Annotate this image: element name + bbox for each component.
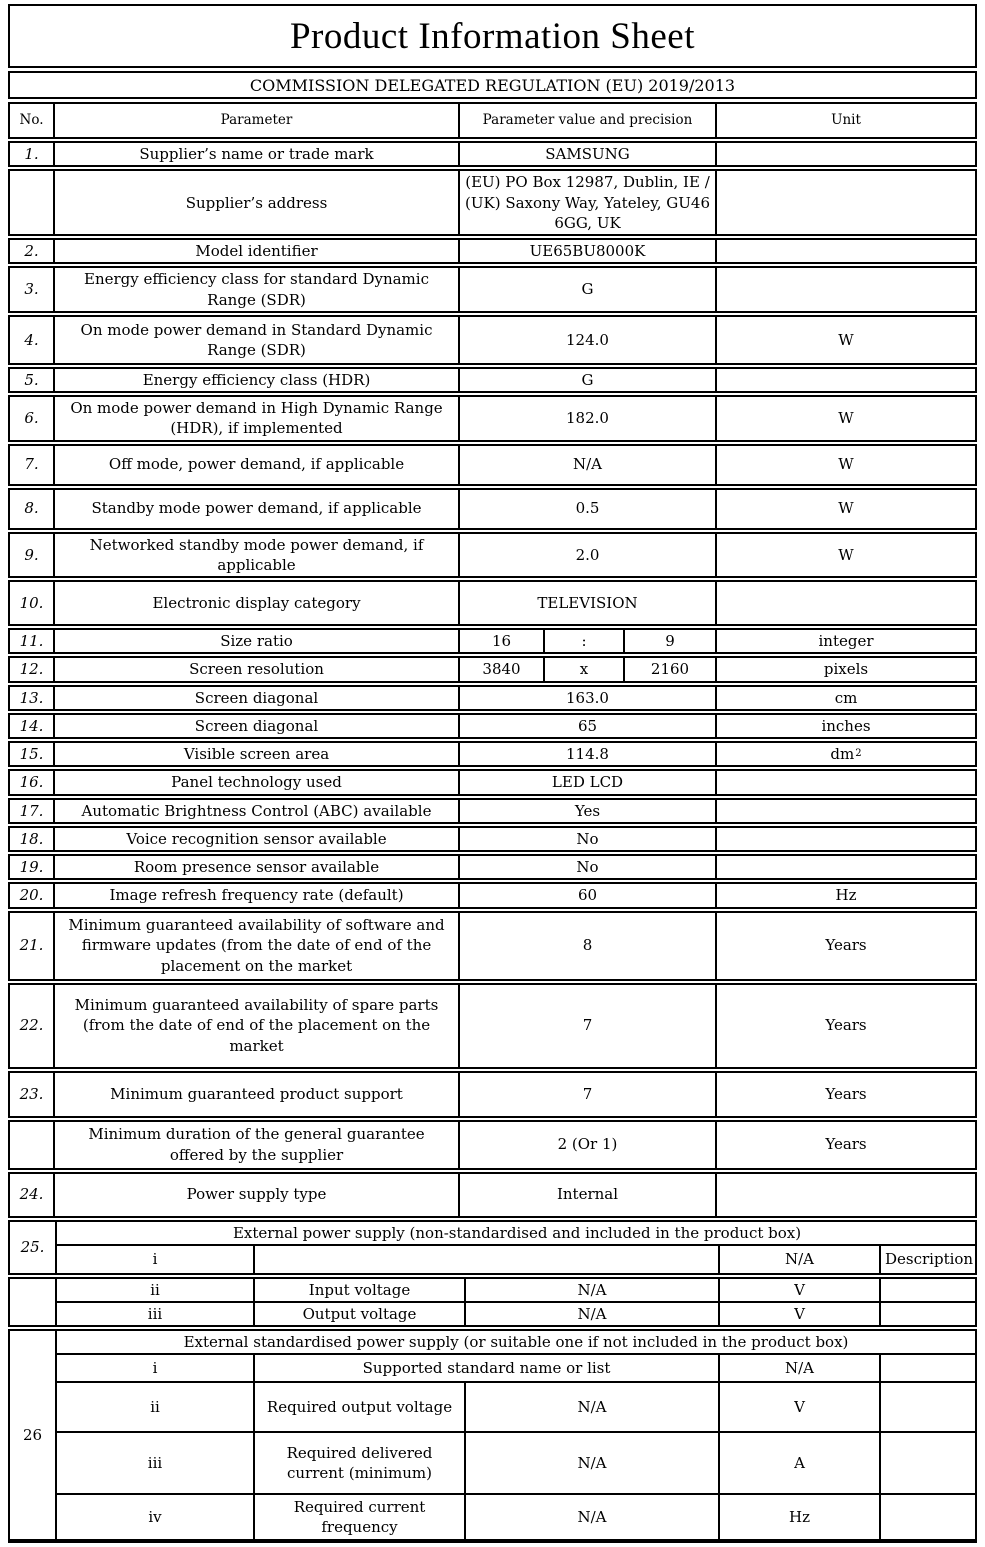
parameter-cell: Power supply type — [55, 1174, 460, 1216]
value-cell: N/A — [460, 446, 717, 484]
row-number: 4. — [10, 317, 55, 363]
parameter-cell: On mode power demand in Standard Dynamic Range (SDR) — [55, 317, 460, 363]
row-room-presence-sensor — [8, 854, 977, 880]
subrow-value: N/A — [466, 1279, 720, 1301]
unit-cell: W — [838, 499, 854, 518]
unit-cell: W — [838, 455, 854, 474]
row-spare-parts — [8, 983, 977, 1069]
value-cell: 124.0 — [460, 317, 717, 363]
row-number: 10. — [10, 582, 55, 624]
value-cell: G — [460, 369, 717, 391]
value-cell: No — [460, 828, 717, 850]
parameter-cell: Room presence sensor available — [55, 856, 460, 878]
unit-cell: W — [838, 409, 854, 428]
ratio-width: 16 — [460, 630, 545, 652]
row-number: 3. — [10, 268, 55, 311]
header-no: No. — [10, 104, 55, 137]
parameter-cell: Supplier’s address — [55, 171, 460, 234]
value-cell: 60 — [460, 884, 717, 906]
product-information-sheet — [8, 4, 977, 1543]
row-number-empty — [10, 1279, 57, 1326]
row-number — [10, 171, 55, 234]
parameter-cell: Voice recognition sensor available — [55, 828, 460, 850]
parameter-cell: Energy efficiency class (HDR) — [55, 369, 460, 391]
page-title: Product Information Sheet — [289, 15, 696, 57]
regulation-banner — [8, 71, 977, 99]
row-visible-screen-area — [8, 741, 977, 767]
unit-cell — [717, 743, 975, 765]
row-screen-diagonal-inches — [8, 713, 977, 739]
table-header-row — [8, 102, 977, 139]
parameter-cell: Minimum guaranteed product support — [55, 1073, 460, 1116]
subrow-value: N/A — [720, 1355, 881, 1381]
subrow-iv — [57, 1495, 975, 1539]
subrow-description-label: Description — [885, 1249, 974, 1268]
block-external-standardised-power-supply — [8, 1329, 977, 1543]
unit-cell: Years — [825, 936, 867, 955]
unit-cell — [717, 268, 975, 311]
unit-cell — [717, 1174, 975, 1216]
row-number: 15. — [10, 743, 55, 765]
subrow-parameter: Required delivered current (minimum) — [255, 1433, 466, 1493]
row-standby-power — [8, 488, 977, 530]
value-cell: 182.0 — [460, 397, 717, 440]
unit-cell: Years — [825, 1084, 867, 1103]
resolution-horizontal: 3840 — [460, 658, 545, 680]
unit-cell: Years — [825, 1135, 867, 1154]
block-external-power-supply-voltages — [8, 1277, 977, 1328]
row-number — [10, 1122, 55, 1168]
row-number: 6. — [10, 397, 55, 440]
unit-cell: integer — [818, 632, 874, 650]
unit-cell — [717, 143, 975, 165]
row-number: 25. — [10, 1222, 57, 1273]
parameter-cell: Image refresh frequency rate (default) — [55, 884, 460, 906]
parameter-cell: Model identifier — [55, 240, 460, 262]
unit-cell — [717, 771, 975, 793]
value-cell-split — [460, 658, 717, 680]
value-cell: Yes — [460, 800, 717, 822]
row-general-guarantee — [8, 1120, 977, 1170]
unit-cell — [717, 240, 975, 262]
parameter-cell: Size ratio — [55, 630, 460, 652]
subrow-value: N/A — [466, 1383, 720, 1431]
ratio-height: 9 — [665, 632, 675, 650]
parameter-cell: Visible screen area — [55, 743, 460, 765]
row-number: 23. — [10, 1073, 55, 1116]
subrow-i — [57, 1355, 975, 1383]
row-on-mode-power-hdr — [8, 395, 977, 442]
external-standardised-heading: External standardised power supply (or suitable one if not included in the product box) — [57, 1331, 975, 1355]
header-parameter: Parameter — [55, 104, 460, 137]
subrow-unit: Hz — [720, 1495, 881, 1539]
resolution-separator: x — [545, 658, 625, 680]
unit-cell: inches — [821, 716, 871, 735]
row-on-mode-power-sdr — [8, 315, 977, 365]
unit-cell: Years — [825, 1016, 867, 1035]
subrow-parameter: Supported standard name or list — [255, 1355, 720, 1381]
row-number: 9. — [10, 534, 55, 577]
row-panel-technology — [8, 769, 977, 795]
row-screen-resolution — [8, 656, 977, 682]
row-number: 21. — [10, 913, 55, 979]
value-cell: SAMSUNG — [460, 143, 717, 165]
subrow-iii — [57, 1433, 975, 1495]
value-cell: (EU) PO Box 12987, Dublin, IE / (UK) Saxony Way, Yateley, GU46 6GG, UK — [460, 171, 717, 234]
subrow-unit: A — [720, 1433, 881, 1493]
row-number: 7. — [10, 446, 55, 484]
subrow-parameter: Output voltage — [255, 1303, 466, 1325]
regulation-text: COMMISSION DELEGATED REGULATION (EU) 2019/2013 — [249, 75, 736, 95]
row-energy-class-hdr — [8, 367, 977, 393]
subrow-value: N/A — [720, 1246, 881, 1273]
parameter-cell: Screen diagonal — [55, 715, 460, 737]
subrow-parameter: Required current frequency — [255, 1495, 466, 1539]
unit-cell — [717, 369, 975, 391]
value-cell: 0.5 — [460, 490, 717, 528]
value-cell: 163.0 — [460, 687, 717, 709]
parameter-cell: Automatic Brightness Control (ABC) available — [55, 800, 460, 822]
subrow-extra-empty — [881, 1433, 975, 1493]
subrow-value: N/A — [466, 1303, 720, 1325]
parameter-cell: Energy efficiency class for standard Dynamic Range (SDR) — [55, 268, 460, 311]
value-cell: G — [460, 268, 717, 311]
value-cell: TELEVISION — [460, 582, 717, 624]
parameter-cell: Minimum guaranteed availability of spare parts (from the date of end of the placement on the market — [55, 985, 460, 1067]
unit-cell: cm — [834, 688, 858, 707]
row-size-ratio — [8, 628, 977, 654]
row-supplier-name — [8, 141, 977, 167]
subrow-parameter: Input voltage — [255, 1279, 466, 1301]
subrow-extra-empty — [881, 1383, 975, 1431]
unit-cell: pixels — [823, 660, 869, 679]
parameter-cell: Minimum guaranteed availability of software and firmware updates (from the date of end of the placement on the market — [55, 913, 460, 979]
subrow-parameter-empty — [255, 1246, 720, 1273]
header-value: Parameter value and precision — [460, 104, 717, 137]
value-cell: LED LCD — [460, 771, 717, 793]
row-number: 20. — [10, 884, 55, 906]
subrow-index: ii — [57, 1279, 255, 1301]
subrow-index: i — [57, 1355, 255, 1381]
unit-cell — [717, 800, 975, 822]
row-number: 22. — [10, 985, 55, 1067]
value-cell: 2.0 — [460, 534, 717, 577]
title-box — [8, 4, 977, 68]
subrow-index: iii — [57, 1433, 255, 1493]
row-voice-recognition — [8, 826, 977, 852]
subrow-ii — [57, 1279, 975, 1303]
value-cell: 8 — [460, 913, 717, 979]
value-cell: 65 — [460, 715, 717, 737]
subrow-index: iv — [57, 1495, 255, 1539]
parameter-cell: Off mode, power demand, if applicable — [55, 446, 460, 484]
unit-cell — [717, 171, 975, 234]
parameter-cell: Electronic display category — [55, 582, 460, 624]
unit-base: dm — [830, 745, 855, 763]
unit-superscript: 2 — [855, 748, 862, 760]
row-number: 26 — [10, 1331, 57, 1539]
subrow-index: i — [57, 1246, 255, 1273]
row-number: 18. — [10, 828, 55, 850]
block-external-power-supply — [8, 1220, 977, 1275]
subrow-extra-empty — [881, 1495, 975, 1539]
row-number: 1. — [10, 143, 55, 165]
parameter-cell: Supplier’s name or trade mark — [55, 143, 460, 165]
subrow-unit: V — [720, 1279, 881, 1301]
row-number: 14. — [10, 715, 55, 737]
row-number: 19. — [10, 856, 55, 878]
resolution-vertical: 2160 — [650, 660, 690, 679]
unit-cell: W — [838, 545, 854, 564]
value-cell: No — [460, 856, 717, 878]
value-cell: 7 — [460, 1073, 717, 1116]
ratio-separator: : — [545, 630, 625, 652]
row-product-support — [8, 1071, 977, 1118]
unit-cell — [717, 828, 975, 850]
subrow-extra-empty — [881, 1355, 975, 1381]
row-display-category — [8, 580, 977, 626]
subrow-parameter: Required output voltage — [255, 1383, 466, 1431]
subrow-i — [57, 1246, 977, 1273]
row-refresh-rate — [8, 882, 977, 908]
unit-cell — [717, 582, 975, 624]
row-number: 12. — [10, 658, 55, 680]
subrow-extra-empty — [881, 1303, 975, 1325]
unit-cell — [717, 856, 975, 878]
parameter-cell: Standby mode power demand, if applicable — [55, 490, 460, 528]
row-abc-available — [8, 798, 977, 824]
row-software-updates — [8, 911, 977, 981]
row-networked-standby-power — [8, 532, 977, 579]
value-cell: Internal — [460, 1174, 717, 1216]
row-number: 8. — [10, 490, 55, 528]
subrow-unit: V — [720, 1383, 881, 1431]
subrow-index: iii — [57, 1303, 255, 1325]
parameter-cell: Screen resolution — [55, 658, 460, 680]
row-screen-diagonal-cm — [8, 685, 977, 711]
value-cell: UE65BU8000K — [460, 240, 717, 262]
row-number: 16. — [10, 771, 55, 793]
row-number: 5. — [10, 369, 55, 391]
row-energy-class-sdr — [8, 266, 977, 313]
value-cell: 7 — [460, 985, 717, 1067]
parameter-cell: Panel technology used — [55, 771, 460, 793]
value-cell: 114.8 — [460, 743, 717, 765]
row-number: 17. — [10, 800, 55, 822]
parameter-cell: Screen diagonal — [55, 687, 460, 709]
row-number: 13. — [10, 687, 55, 709]
subrow-extra-empty — [881, 1279, 975, 1301]
header-unit: Unit — [831, 112, 861, 129]
subrow-iii — [57, 1303, 975, 1325]
row-off-mode-power — [8, 444, 977, 486]
row-model-identifier — [8, 238, 977, 264]
subrow-index: ii — [57, 1383, 255, 1431]
value-cell-split — [460, 630, 717, 652]
unit-cell: Hz — [835, 886, 857, 905]
parameter-cell: Networked standby mode power demand, if applicable — [55, 534, 460, 577]
value-cell: 2 (Or 1) — [460, 1122, 717, 1168]
row-number: 2. — [10, 240, 55, 262]
parameter-cell: Minimum duration of the general guarantee offered by the supplier — [55, 1122, 460, 1168]
subrow-value: N/A — [466, 1433, 720, 1493]
row-power-supply-type — [8, 1172, 977, 1218]
parameter-cell: On mode power demand in High Dynamic Range (HDR), if implemented — [55, 397, 460, 440]
row-number: 11. — [10, 630, 55, 652]
subrow-value: N/A — [466, 1495, 720, 1539]
external-power-supply-heading: External power supply (non-standardised and included in the product box) — [57, 1222, 977, 1246]
subrow-ii — [57, 1383, 975, 1433]
row-number: 24. — [10, 1174, 55, 1216]
unit-cell: W — [838, 330, 854, 349]
row-supplier-address — [8, 169, 977, 236]
subrow-unit: V — [720, 1303, 881, 1325]
